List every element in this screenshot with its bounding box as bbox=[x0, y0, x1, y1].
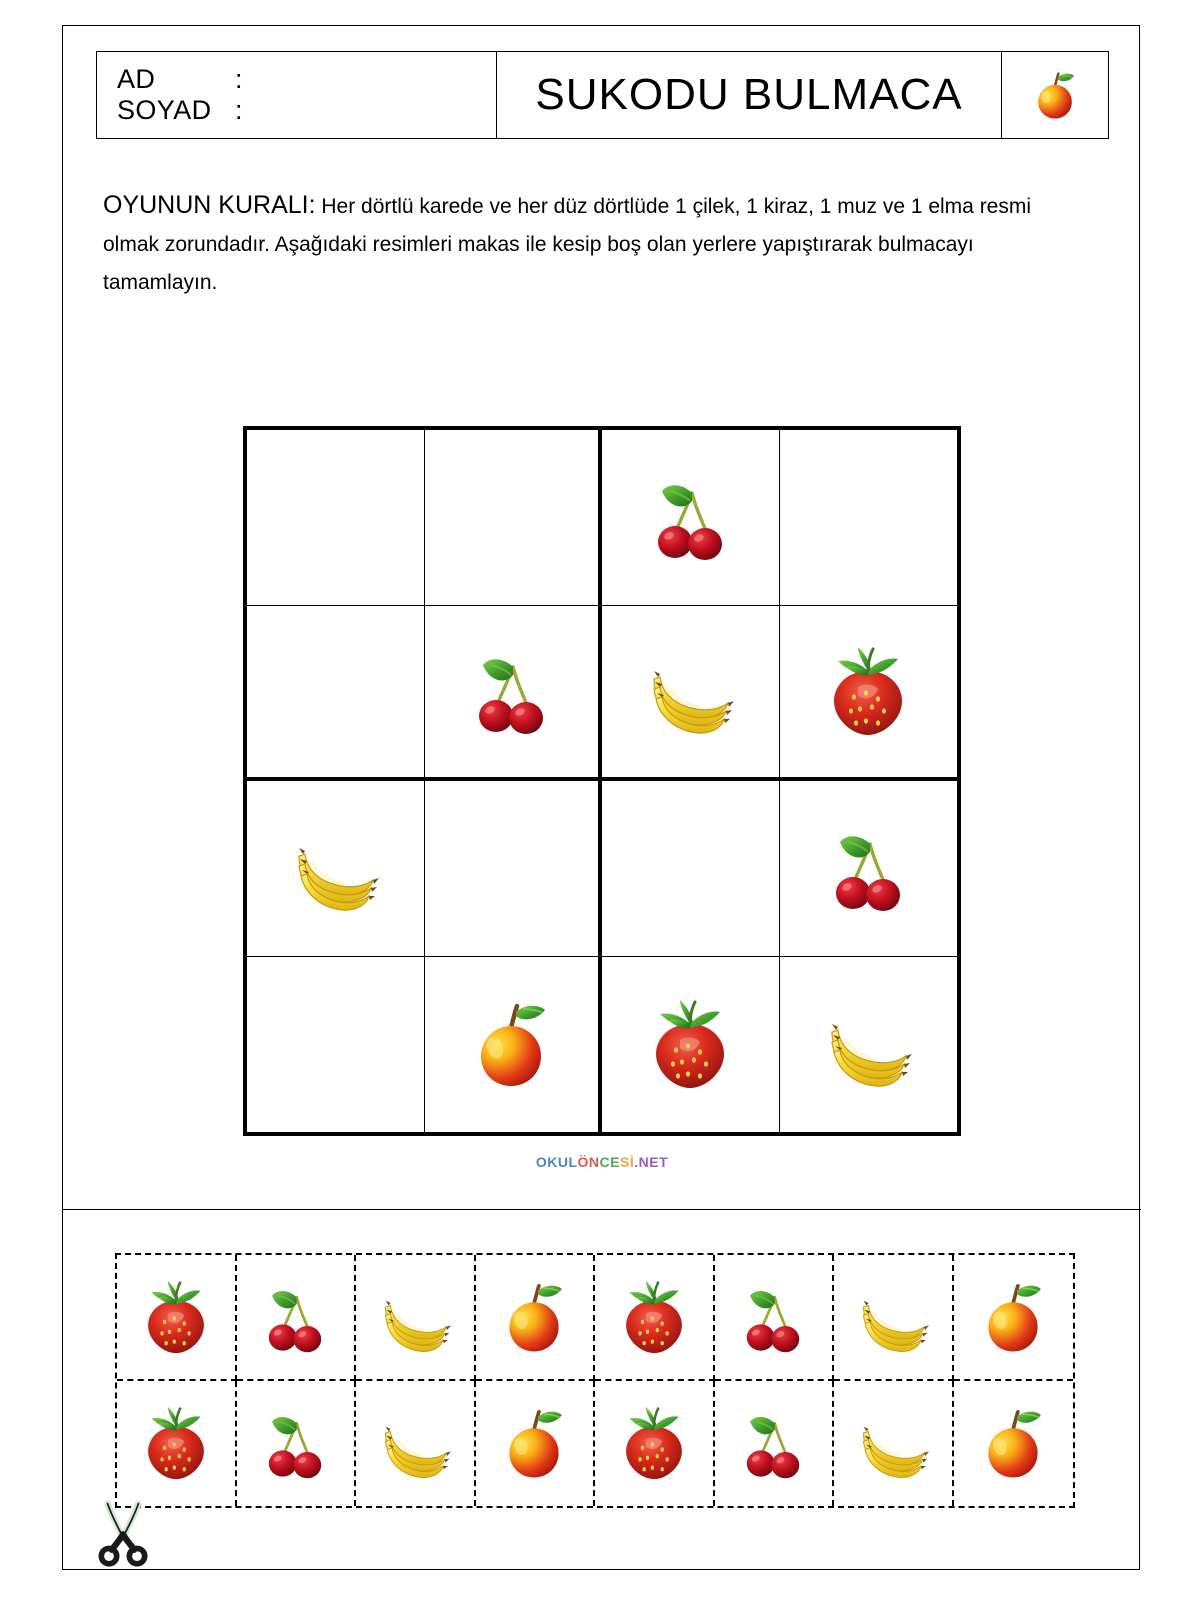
cutout-card[interactable] bbox=[476, 1255, 596, 1381]
banana-icon bbox=[818, 994, 918, 1094]
student-name-box[interactable] bbox=[97, 52, 497, 138]
banana-icon bbox=[852, 1276, 934, 1358]
cutout-card[interactable] bbox=[356, 1381, 476, 1507]
header-logo-box bbox=[1002, 52, 1108, 138]
cherry-icon bbox=[818, 818, 918, 918]
site-watermark bbox=[63, 1154, 1141, 1170]
cherry-icon bbox=[732, 1276, 814, 1358]
instructions-label: OYUNUN KURALI: bbox=[103, 191, 316, 219]
watermark-part: Sİ bbox=[620, 1154, 635, 1170]
scissors-icon bbox=[88, 1494, 158, 1572]
cherry-icon bbox=[254, 1276, 336, 1358]
cutout-card[interactable] bbox=[834, 1255, 954, 1381]
sudoku-cell-empty[interactable] bbox=[247, 430, 425, 606]
banana-icon bbox=[374, 1402, 456, 1484]
cutout-card[interactable] bbox=[834, 1381, 954, 1507]
watermark-part: .NET bbox=[634, 1154, 669, 1170]
cutout-card[interactable] bbox=[595, 1255, 715, 1381]
sudoku-cell-empty[interactable] bbox=[425, 781, 603, 957]
banana-icon bbox=[374, 1276, 456, 1358]
surname-label: SOYAD bbox=[117, 95, 212, 125]
cutout-card[interactable] bbox=[117, 1381, 237, 1507]
name-colon: : bbox=[235, 64, 243, 94]
sudoku-cell-filled[interactable] bbox=[602, 606, 780, 782]
watermark-part: CE bbox=[599, 1154, 620, 1170]
surname-colon: : bbox=[235, 95, 243, 125]
sudoku-cell-filled[interactable] bbox=[780, 606, 958, 782]
name-label: AD bbox=[117, 64, 156, 94]
apple-icon bbox=[493, 1402, 575, 1484]
sudoku-cell-empty[interactable] bbox=[780, 430, 958, 606]
sudoku-cell-empty[interactable] bbox=[602, 781, 780, 957]
strawberry-icon bbox=[613, 1402, 695, 1484]
cutout-card[interactable] bbox=[595, 1381, 715, 1507]
cutout-card[interactable] bbox=[954, 1255, 1074, 1381]
sudoku-cell-filled[interactable] bbox=[425, 957, 603, 1133]
banana-icon bbox=[640, 641, 740, 741]
cutout-card[interactable] bbox=[715, 1381, 835, 1507]
sudoku-grid bbox=[243, 426, 961, 1136]
strawberry-icon bbox=[135, 1276, 217, 1358]
worksheet-page bbox=[62, 25, 1140, 1570]
banana-icon bbox=[285, 818, 385, 918]
cherry-icon bbox=[461, 641, 561, 741]
apple-icon bbox=[1027, 65, 1083, 125]
strawberry-icon bbox=[135, 1402, 217, 1484]
apple-icon bbox=[461, 994, 561, 1094]
strawberry-icon bbox=[818, 641, 918, 741]
cherry-icon bbox=[732, 1402, 814, 1484]
apple-icon bbox=[972, 1276, 1054, 1358]
cutout-card[interactable] bbox=[237, 1381, 357, 1507]
sudoku-cell-filled[interactable] bbox=[602, 957, 780, 1133]
strawberry-icon bbox=[613, 1276, 695, 1358]
worksheet-title-box bbox=[497, 52, 1002, 138]
cutout-card[interactable] bbox=[715, 1255, 835, 1381]
cutout-card[interactable] bbox=[117, 1255, 237, 1381]
apple-icon bbox=[493, 1276, 575, 1358]
strawberry-icon bbox=[640, 994, 740, 1094]
cutout-card[interactable] bbox=[237, 1255, 357, 1381]
watermark-part: ÖN bbox=[577, 1154, 600, 1170]
cutout-card[interactable] bbox=[954, 1381, 1074, 1507]
cutout-strip bbox=[115, 1253, 1075, 1508]
name-row bbox=[117, 64, 496, 95]
cut-divider bbox=[63, 1209, 1141, 1210]
sudoku-cell-empty[interactable] bbox=[247, 957, 425, 1133]
sudoku-cell-filled[interactable] bbox=[780, 781, 958, 957]
cherry-icon bbox=[640, 467, 740, 567]
sudoku-cell-filled[interactable] bbox=[425, 606, 603, 782]
instructions-text: Her dörtlü karede ve her düz dörtlüde 1 çilek, 1 kiraz, 1 muz ve 1 elma resmi olmak zorundadır. Aşağıdaki resimleri makas ile kesip boş olan yerlere yapıştırarak bulmacayı tamamlayın. bbox=[103, 195, 1032, 294]
surname-row bbox=[117, 95, 496, 126]
cutout-card[interactable] bbox=[476, 1381, 596, 1507]
sudoku-cell-filled[interactable] bbox=[247, 781, 425, 957]
watermark-part: OKUL bbox=[535, 1154, 578, 1170]
banana-icon bbox=[852, 1402, 934, 1484]
apple-icon bbox=[972, 1402, 1054, 1484]
page-title: SUKODU BULMACA bbox=[535, 70, 963, 119]
cutout-card[interactable] bbox=[356, 1255, 476, 1381]
cherry-icon bbox=[254, 1402, 336, 1484]
sudoku-cell-empty[interactable] bbox=[425, 430, 603, 606]
sudoku-cell-filled[interactable] bbox=[780, 957, 958, 1133]
worksheet-header bbox=[96, 51, 1109, 139]
instructions bbox=[103, 186, 1073, 302]
sudoku-cell-filled[interactable] bbox=[602, 430, 780, 606]
sudoku-cell-empty[interactable] bbox=[247, 606, 425, 782]
